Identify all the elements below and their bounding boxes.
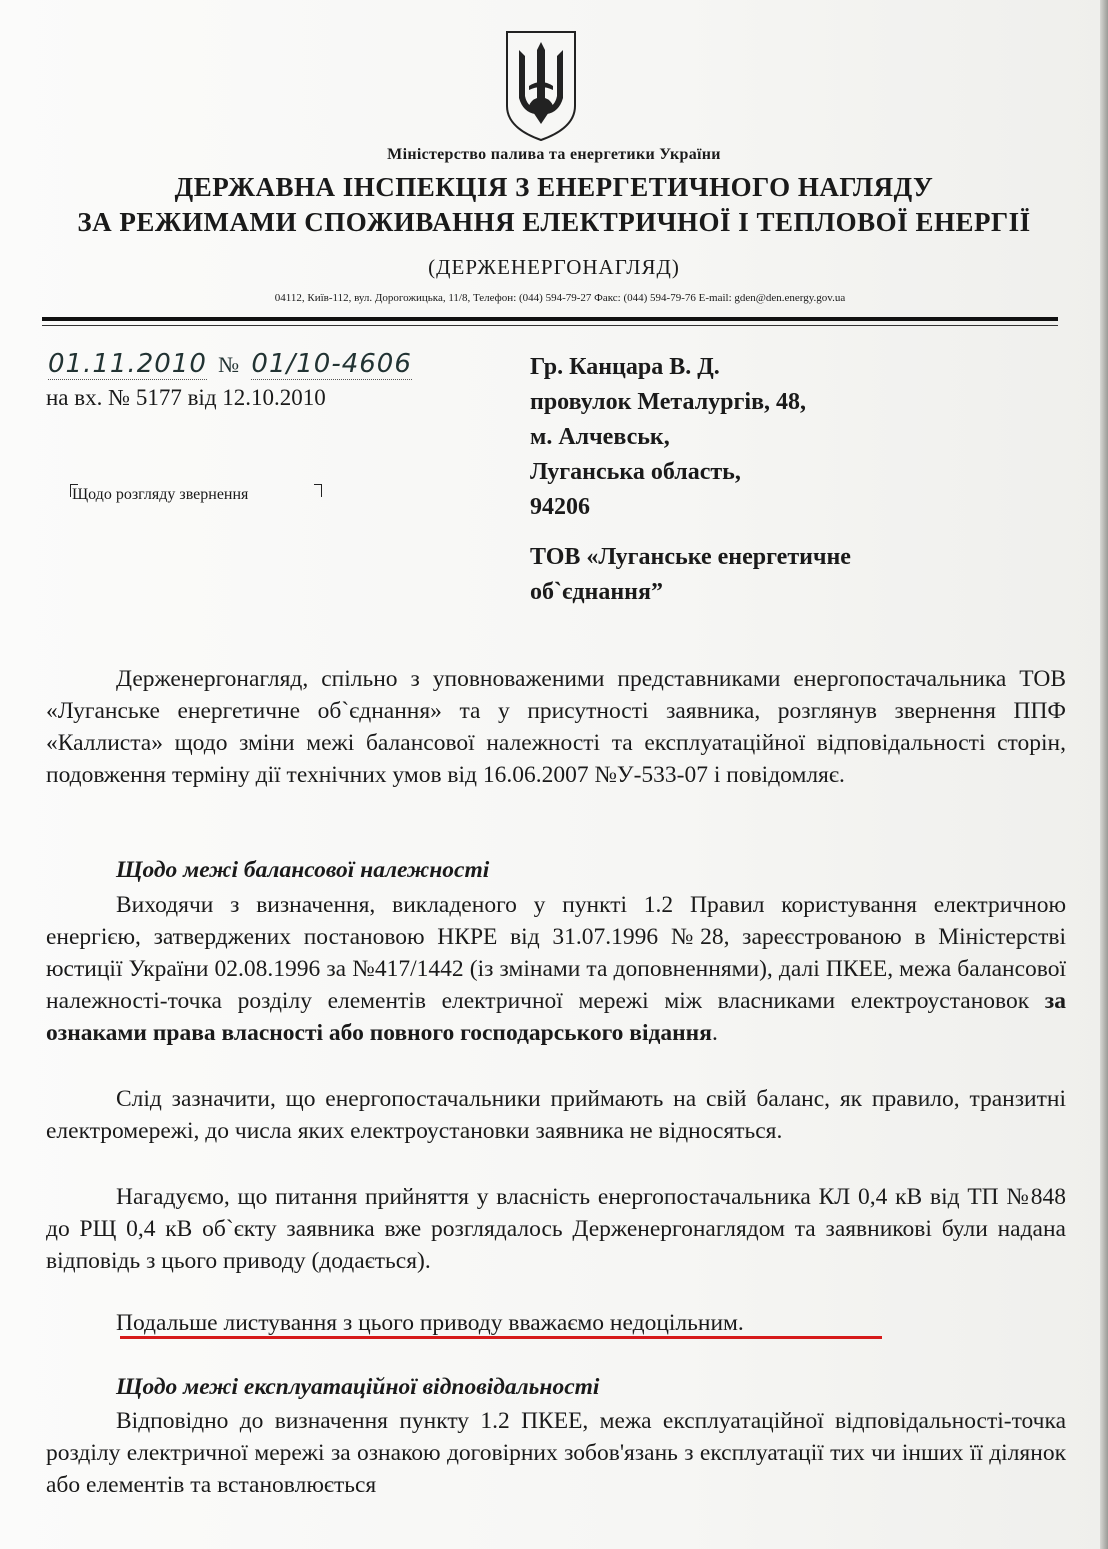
- addressee-individual: [530, 350, 806, 525]
- page-edge-shadow: [1100, 0, 1108, 1549]
- addressee-line: провулок Металургів, 48,: [530, 389, 807, 415]
- outgoing-reference: [48, 349, 412, 379]
- addressee-line: об`єднання”: [530, 579, 663, 605]
- agency-abbreviation: (ДЕРЖЕНЕРГОНАГЛЯД): [428, 255, 680, 279]
- agency-contacts: 04112, Київ-112, вул. Дорогожицька, 11/8, Телефон: (044) 594-79-27 Факс: (044) 594-79-76 E-mail: gden@den.energy.gov.ua: [274, 292, 846, 304]
- red-underline-mark: [120, 1336, 882, 1339]
- paragraph-balance-definition: Виходячи з визначення, викладеного у пункті 1.2 Правил користування електричною енергією, затверджених постановою НКРЕ від 31.07.1996 №28, зареєстрованою в Міністерстві юстиції України 02.08.1996 за №417/1442 (із змінами та доповненнями), далі ПКЕЕ, межа балансової належності-точка розділу елементів електричної мережі між власниками електроустановок за ознаками права власності або повного господарського відання.: [46, 892, 1066, 1046]
- agency-name-line-1: ДЕРЖАВНА ІНСПЕКЦІЯ З ЕНЕРГЕТИЧНОГО НАГЛЯДУ: [174, 172, 934, 202]
- addressee-line: ТОВ «Луганське енергетичне: [530, 544, 851, 570]
- paragraph-conclusion: Подальше листування з цього приводу вважаємо недоцільним.: [116, 1310, 744, 1336]
- paragraph-operational-definition: Відповідно до визначення пункту 1.2 ПКЕЕ, межа експлуатаційної відповідальності-точка розділу електричної мережі за ознакою договірних зобов'язань з експлуатації тих чи інших її ділянок або елементів та встановлюється: [46, 1408, 1066, 1498]
- ownership-criteria: за ознаками права власності або повного господарського відання: [46, 988, 1066, 1046]
- addressee-company: [530, 540, 851, 610]
- agency-name-line-2: ЗА РЕЖИМАМИ СПОЖИВАННЯ ЕЛЕКТРИЧНОЇ І ТЕПЛОВОЇ ЕНЕРГІЇ: [77, 207, 1031, 237]
- section-heading-balance: Щодо межі балансової належності: [116, 857, 490, 883]
- addressee-line: Гр. Канцара В. Д.: [530, 354, 720, 380]
- subject-bracket-right: [314, 484, 322, 497]
- letter-date: 01.11.2010: [48, 349, 207, 379]
- section-heading-operational: Щодо межі експлуатаційної відповідальності: [116, 1374, 600, 1400]
- paragraph-reminder: Нагадуємо, що питання прийняття у власність енергопостачальника КЛ 0,4 кВ від ТП №848 до РЩ 0,4 кВ об`єкту заявника вже розглядалось Держенергонаглядом та заявникові були надана відповідь з цього приводу (додається).: [46, 1184, 1066, 1274]
- paragraph-transit-networks: Слід зазначити, що енергопостачальники приймають на свій баланс, як правило, транзитні електромережі, до числа яких електроустановки заявника не відносяться.: [46, 1086, 1066, 1144]
- ministry-name: Міністерство палива та енергетики України: [387, 146, 721, 163]
- addressee-line: Луганська область,: [530, 459, 741, 485]
- trident-emblem-icon: [501, 28, 581, 144]
- addressee-line: м. Алчевськ,: [530, 424, 670, 450]
- addressee-line: 94206: [530, 494, 590, 520]
- header-rule-thin: [42, 325, 1058, 326]
- letter-subject: Щодо розгляду звернення: [72, 486, 249, 503]
- letter-number: 01/10-4606: [251, 349, 412, 379]
- number-sign: №: [218, 352, 241, 377]
- intro-paragraph: Держенергонагляд, спільно з уповноваженими представниками енергопостачальника ТОВ «Луганське енергетичне об`єднання» та у присутності заявника, розглянув звернення ППФ «Каллиста» щодо зміни межі балансової належності та експлуатаційної відповідальності сторін, подовження терміну дії технічних умов від 16.06.2007 №У-533-07 і повідомляє.: [46, 666, 1066, 788]
- header-rule-thick: [42, 317, 1058, 321]
- incoming-reference: на вх. № 5177 від 12.10.2010: [46, 385, 326, 410]
